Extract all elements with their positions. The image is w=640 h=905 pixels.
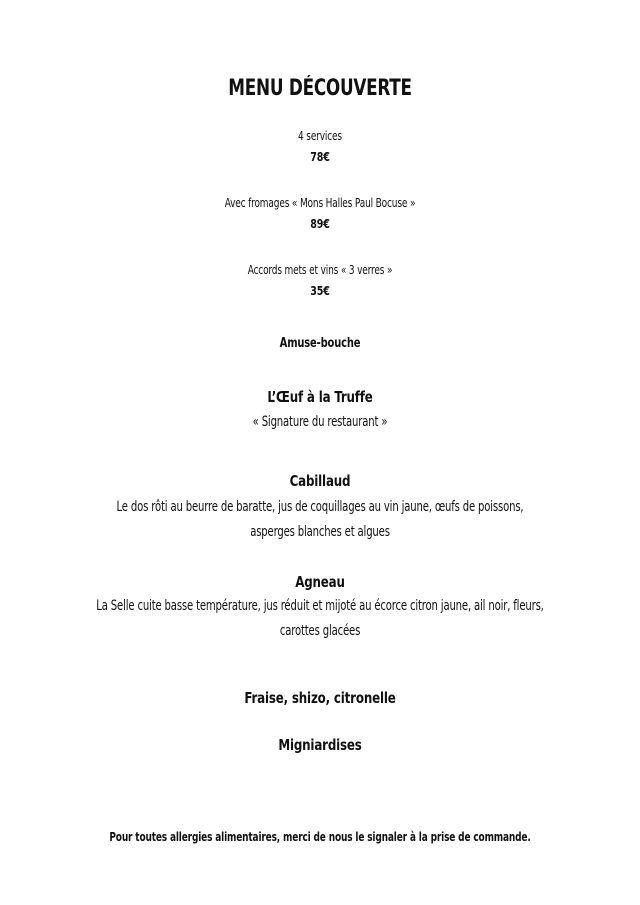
course-cabillaud-desc-line-2: asperges blanches et algues — [250, 524, 390, 540]
menu-title: MENU DÉCOUVERTE — [228, 76, 412, 101]
course-oeuf-truffe-desc: « Signature du restaurant » — [252, 414, 388, 430]
course-oeuf-truffe: L’Œuf à la Truffe — [267, 388, 373, 406]
offer-price-fromages: 89€ — [310, 216, 330, 231]
offer-label-fromages: Avec fromages « Mons Halles Paul Bocuse » — [224, 195, 416, 210]
course-mignardises: Migniardises — [278, 736, 362, 754]
offer-label-4-services: 4 services — [298, 128, 342, 143]
course-amuse-bouche: Amuse-bouche — [279, 336, 361, 351]
course-agneau-desc-line-1: La Selle cuite basse température, jus réduit et mijoté au écorce citron jaune, ail noir, fleurs, — [96, 598, 544, 614]
course-agneau: Agneau — [295, 573, 345, 591]
course-dessert: Fraise, shizo, citronelle — [244, 689, 396, 707]
offer-price-4-services: 78€ — [310, 149, 330, 164]
offer-price-accords: 35€ — [310, 283, 330, 298]
course-cabillaud: Cabillaud — [289, 472, 351, 490]
course-agneau-desc-line-2: carottes glacées — [279, 623, 361, 639]
offer-label-accords: Accords mets et vins « 3 verres » — [247, 262, 393, 277]
course-cabillaud-desc-line-1: Le dos rôti au beurre de baratte, jus de coquillages au vin jaune, œufs de poissons, — [116, 499, 524, 515]
allergy-note: Pour toutes allergies alimentaires, merci de nous le signaler à la prise de commande. — [109, 829, 531, 844]
